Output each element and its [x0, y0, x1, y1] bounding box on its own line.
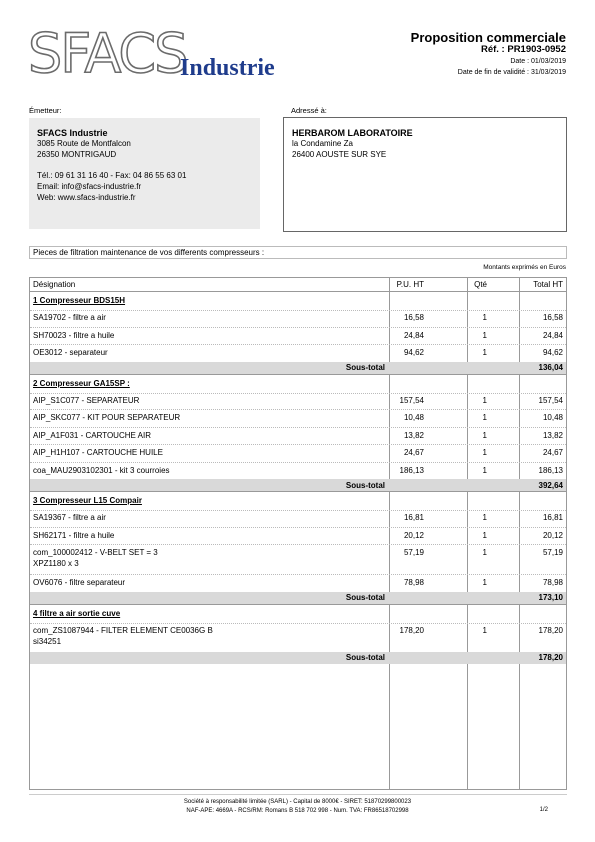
sender-name: SFACS Industrie	[37, 128, 108, 138]
recipient-address2: 26400 AOUSTE SUR SYE	[292, 150, 387, 159]
item-quantity: 1	[482, 578, 487, 587]
section-title: 1 Compresseur BDS15H	[33, 296, 126, 305]
item-unit-price: 10,48	[403, 413, 424, 422]
item-unit-price: 20,12	[403, 530, 424, 540]
recipient-name: HERBAROM LABORATOIRE	[292, 128, 413, 138]
recipient-address1: la Condamine Za	[292, 139, 353, 148]
sender-address2: 26350 MONTRIGAUD	[37, 150, 117, 159]
table-row	[30, 309, 566, 328]
recipient-box	[283, 117, 567, 232]
subtotal-row	[30, 592, 566, 604]
table-row	[30, 444, 566, 463]
section-title-row	[30, 604, 566, 624]
header-designation: Désignation	[33, 280, 76, 289]
item-total: 94,62	[542, 348, 563, 357]
item-designation: AIP_S1C077 - SEPARATEUR	[33, 395, 140, 405]
item-total: 157,54	[538, 395, 563, 405]
item-designation: coa_MAU2903102301 - kit 3 courroies	[33, 465, 170, 475]
table-header	[30, 278, 566, 292]
document-title: Proposition commerciale	[410, 30, 566, 45]
document-reference: Réf. : PR1903-0952	[480, 44, 566, 55]
item-total: 16,58	[542, 313, 563, 322]
item-quantity: 1	[482, 348, 487, 357]
recipient-label: Adressé à:	[291, 106, 327, 115]
currency-note: Montants exprimés en Euros	[483, 264, 566, 271]
item-unit-price: 16,81	[403, 513, 424, 522]
item-designation: SH62171 - filtre a huile	[33, 530, 115, 540]
table-row	[30, 527, 566, 546]
item-unit-price: 57,19	[403, 548, 424, 557]
item-total: 186,13	[538, 465, 563, 475]
item-designation: SA19702 - filtre a air	[33, 313, 106, 322]
item-designation: com_100002412 - V-BELT SET = 3	[33, 548, 158, 557]
section-title: 3 Compresseur L15 Compair	[33, 496, 142, 505]
item-quantity: 1	[482, 448, 487, 457]
header-quantity: Qté	[474, 280, 487, 289]
logo-sfacs: SFACS	[28, 22, 187, 85]
item-unit-price: 157,54	[399, 395, 424, 405]
subtotal-value: 173,10	[538, 593, 563, 602]
item-total: 24,67	[542, 448, 563, 457]
item-unit-price: 186,13	[399, 465, 424, 475]
item-designation: OV6076 - filtre separateur	[33, 578, 126, 587]
item-designation: SH70023 - filtre a huile	[33, 330, 115, 340]
item-unit-price: 24,67	[403, 448, 424, 457]
section-title-row	[30, 291, 566, 311]
subtotal-label: Sous-total	[345, 480, 385, 490]
item-total: 10,48	[542, 413, 563, 422]
subtotal-row	[30, 652, 566, 664]
table-row	[30, 427, 566, 446]
sender-box	[29, 118, 260, 229]
sender-phone: Tél.: 09 61 31 16 40 - Fax: 04 86 55 63 01	[37, 171, 187, 180]
item-total: 178,20	[538, 625, 563, 635]
item-designation: AIP_SKC077 - KIT POUR SEPARATEUR	[33, 413, 181, 422]
header-unit-price: P.U. HT	[396, 280, 424, 289]
table-row	[30, 392, 566, 411]
table-row	[30, 344, 566, 363]
subtotal-value: 136,04	[538, 363, 563, 372]
table-row	[30, 574, 566, 593]
table-row	[30, 462, 566, 481]
item-quantity: 1	[482, 313, 487, 322]
item-total: 78,98	[542, 578, 563, 587]
page-number: 1/2	[539, 807, 548, 813]
item-quantity: 1	[482, 625, 487, 635]
section-title-row	[30, 374, 566, 394]
item-unit-price: 16,58	[403, 313, 424, 322]
item-quantity: 1	[482, 330, 487, 340]
item-total: 24,84	[542, 330, 563, 340]
item-quantity: 1	[482, 513, 487, 522]
footer-legal-1: Société à responsabilité limitée (SARL) - Capital de 8000€ - SIRET: 51870299800023	[183, 799, 412, 805]
item-quantity: 1	[482, 413, 487, 422]
validity-date: Date de fin de validité : 31/03/2019	[457, 69, 566, 76]
section-title: 4 filtre a air sortie cuve	[33, 608, 121, 618]
item-unit-price: 94,62	[403, 348, 424, 357]
item-quantity: 1	[482, 548, 487, 557]
document-date: Date : 01/03/2019	[510, 58, 566, 65]
subtotal-label: Sous-total	[345, 363, 385, 372]
sender-email: Email: info@sfacs-industrie.fr	[37, 182, 142, 191]
item-total: 20,12	[542, 530, 563, 540]
item-designation: OE3012 - separateur	[33, 348, 108, 357]
item-unit-price: 13,82	[403, 430, 424, 440]
table-row	[30, 509, 566, 528]
footer	[0, 798, 595, 816]
subtotal-label: Sous-total	[345, 593, 385, 602]
item-designation-detail: XPZ1180 x 3	[33, 559, 79, 568]
table-row	[30, 409, 566, 428]
item-designation: com_ZS1087944 - FILTER ELEMENT CE0036G B	[33, 625, 213, 635]
item-quantity: 1	[482, 530, 487, 540]
item-quantity: 1	[482, 465, 487, 475]
item-quantity: 1	[482, 395, 487, 405]
footer-rule	[29, 794, 567, 795]
item-unit-price: 24,84	[403, 330, 424, 340]
table-row	[30, 544, 566, 575]
proposal-object: Pieces de filtration maintenance de vos differents compresseurs :	[29, 246, 567, 259]
section-title: 2 Compresseur GA15SP :	[33, 378, 130, 388]
table-row	[30, 327, 566, 346]
logo-industrie: Industrie	[180, 55, 275, 81]
sender-label: Émetteur:	[29, 106, 62, 115]
footer-legal-2: NAF-APE: 4669A - RCS/RM: Romans B 518 702 998 - Num. TVA: FR86518702998	[186, 808, 409, 814]
sender-web: Web: www.sfacs-industrie.fr	[37, 193, 136, 202]
item-quantity: 1	[482, 430, 487, 440]
table-row	[30, 622, 566, 653]
item-designation: SA19367 - filtre a air	[33, 513, 106, 522]
subtotal-label: Sous-total	[345, 653, 385, 662]
section-title-row	[30, 491, 566, 511]
item-total: 13,82	[542, 430, 563, 440]
items-table	[29, 277, 567, 790]
item-unit-price: 78,98	[403, 578, 424, 587]
header-total: Total HT	[533, 280, 563, 289]
subtotal-row	[30, 362, 566, 374]
sender-address1: 3085 Route de Montfalcon	[37, 139, 131, 148]
item-unit-price: 178,20	[399, 625, 424, 635]
item-designation: AIP_H1H107 - CARTOUCHE HUILE	[33, 448, 163, 457]
subtotal-value: 392,64	[538, 480, 563, 490]
subtotal-row	[30, 479, 566, 491]
item-total: 57,19	[542, 548, 563, 557]
item-designation: AIP_A1F031 - CARTOUCHE AIR	[33, 430, 151, 440]
item-designation-detail: si34251	[33, 636, 62, 646]
subtotal-value: 178,20	[538, 653, 563, 662]
item-total: 16,81	[542, 513, 563, 522]
